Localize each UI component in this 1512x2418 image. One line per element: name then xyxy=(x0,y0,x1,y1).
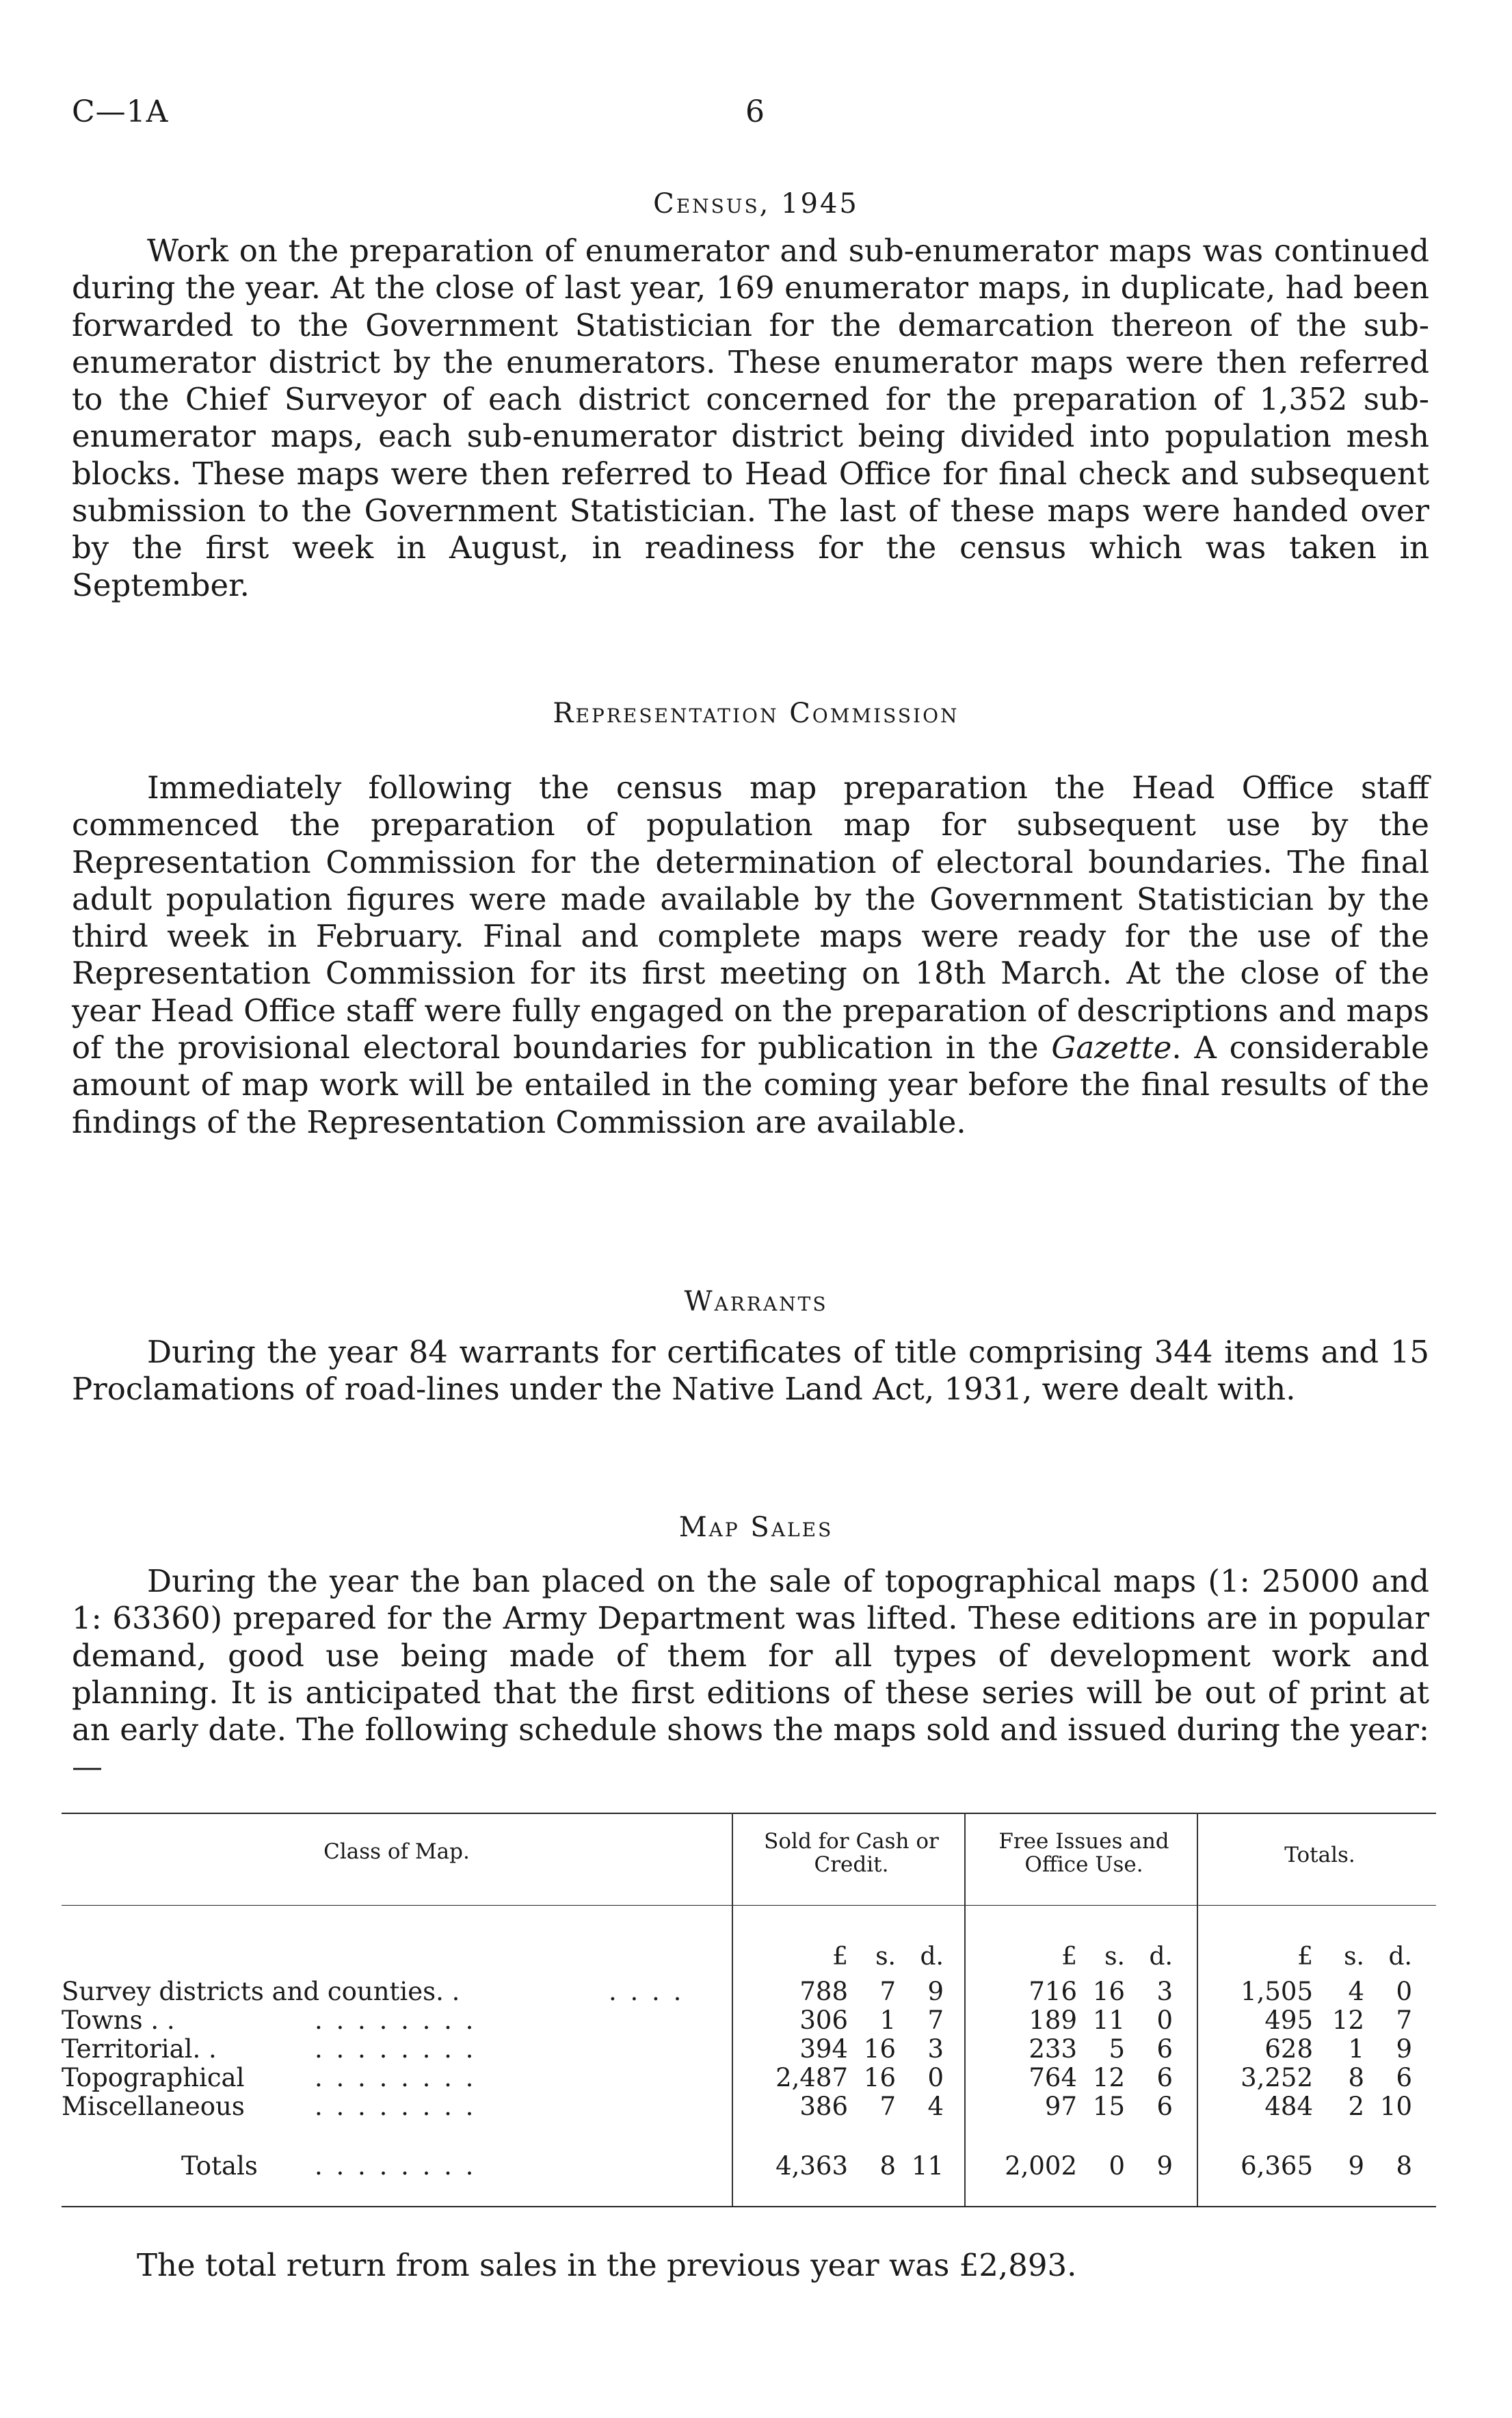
header-free: Free Issues and Office Use. xyxy=(998,1829,1169,1877)
cell-miscellaneous-sold-pounds: 386 xyxy=(799,2092,848,2121)
row-label-territorial: Territorial. . xyxy=(62,2034,217,2064)
unit-shillings-sold: s. xyxy=(875,1943,896,1971)
cell-miscellaneous-free-shillings: 15 xyxy=(1092,2092,1125,2121)
warrants-paragraph: During the year 84 warrants for certificates of title comprising 344 items and 15 Proclamations of road-lines under the Native Land Act, 1931, were dealt with. xyxy=(72,1334,1429,1408)
page-number: 6 xyxy=(745,94,765,129)
cell-territorial-total-pounds: 628 xyxy=(1264,2034,1313,2064)
table-bottom-rule xyxy=(62,2206,1436,2207)
cell-miscellaneous-total-pounds: 484 xyxy=(1264,2092,1313,2121)
header-class-of-map: Class of Map. xyxy=(323,1839,470,1864)
row-dots-survey: . . . . xyxy=(609,1977,685,2006)
unit-pounds-free: £ xyxy=(1061,1943,1077,1971)
cell-survey-free-pounds: 716 xyxy=(1029,1977,1077,2006)
gazette-italic: Gazette xyxy=(1051,1029,1172,1066)
col-divider-2 xyxy=(964,1813,966,2206)
cell-territorial-sold-shillings: 16 xyxy=(863,2034,896,2064)
cell-towns-total-pounds: 495 xyxy=(1264,2006,1313,2035)
cell-miscellaneous-free-pence: 6 xyxy=(1156,2092,1173,2121)
map-sales-heading: Map Sales xyxy=(678,1512,834,1543)
cell-topographical-sold-pence: 0 xyxy=(927,2063,944,2092)
cell-totals-free-shillings: 0 xyxy=(1109,2151,1125,2181)
cell-territorial-free-shillings: 5 xyxy=(1109,2034,1125,2064)
unit-pence-free: d. xyxy=(1149,1943,1173,1971)
census-paragraph: Work on the preparation of enumerator and sub-enumerator maps was continued during the year. At the close of last year, 169 enumerator maps, in duplicate, had been forwarded to the Government Statistician for the demarcation thereon of the sub-enumerator district by the enumerators. These enumerator maps were then referred to the Chief Surveyor of each district concerned for the preparation of 1,352 sub-enumerator maps, each sub-enumerator district being divided into population mesh blocks. These maps were then referred to Head Office for final check and subsequent submission to the Government Statistician. The last of these maps were handed over by the first week in August, in readiness for the census which was taken in September. xyxy=(72,233,1429,603)
cell-towns-total-pence: 7 xyxy=(1396,2006,1412,2035)
cell-towns-sold-shillings: 1 xyxy=(879,2006,896,2035)
unit-pounds-total: £ xyxy=(1297,1943,1313,1971)
cell-towns-free-pence: 0 xyxy=(1156,2006,1173,2035)
cell-territorial-sold-pounds: 394 xyxy=(799,2034,848,2064)
cell-survey-free-shillings: 16 xyxy=(1092,1977,1125,2006)
cell-survey-total-pounds: 1,505 xyxy=(1241,1977,1313,2006)
cell-miscellaneous-free-pounds: 97 xyxy=(1044,2092,1077,2121)
cell-topographical-free-pounds: 764 xyxy=(1029,2063,1077,2092)
cell-territorial-sold-pence: 3 xyxy=(927,2034,944,2064)
cell-miscellaneous-sold-shillings: 7 xyxy=(879,2092,896,2121)
warrants-heading: Warrants xyxy=(684,1286,828,1317)
row-dots-topographical: . . . . . . . . xyxy=(315,2063,477,2092)
row-dots-totals: . . . . . . . . xyxy=(315,2151,477,2181)
representation-heading: Representation Commission xyxy=(553,698,959,729)
unit-shillings-free: s. xyxy=(1104,1943,1125,1971)
cell-miscellaneous-total-pence: 10 xyxy=(1379,2092,1412,2121)
cell-miscellaneous-sold-pence: 4 xyxy=(927,2092,944,2121)
unit-shillings-total: s. xyxy=(1344,1943,1364,1971)
row-label-miscellaneous: Miscellaneous xyxy=(62,2092,245,2121)
cell-territorial-free-pounds: 233 xyxy=(1029,2034,1077,2064)
document-reference: C—1A xyxy=(72,94,169,129)
cell-miscellaneous-total-shillings: 2 xyxy=(1348,2092,1364,2121)
cell-towns-sold-pounds: 306 xyxy=(799,2006,848,2035)
cell-topographical-free-shillings: 12 xyxy=(1092,2063,1125,2092)
header-sold: Sold for Cash or Credit. xyxy=(764,1829,939,1877)
census-heading: Census, 1945 xyxy=(653,188,859,220)
cell-towns-sold-pence: 7 xyxy=(927,2006,944,2035)
table-top-rule xyxy=(62,1813,1436,1814)
cell-totals-free-pounds: 2,002 xyxy=(1005,2151,1077,2181)
row-dots-miscellaneous: . . . . . . . . xyxy=(315,2092,477,2121)
unit-pence-total: d. xyxy=(1388,1943,1412,1971)
cell-territorial-total-shillings: 1 xyxy=(1348,2034,1364,2064)
cell-totals-total-pence: 8 xyxy=(1396,2151,1412,2181)
cell-totals-sold-shillings: 8 xyxy=(879,2151,896,2181)
unit-pence-sold: d. xyxy=(920,1943,944,1971)
row-label-survey: Survey districts and counties. . xyxy=(62,1977,460,2006)
unit-pounds-sold: £ xyxy=(832,1943,848,1971)
representation-paragraph xyxy=(72,770,1429,1141)
cell-totals-sold-pounds: 4,363 xyxy=(775,2151,848,2181)
cell-survey-free-pence: 3 xyxy=(1156,1977,1173,2006)
cell-survey-total-shillings: 4 xyxy=(1348,1977,1364,2006)
cell-totals-sold-pence: 11 xyxy=(911,2151,944,2181)
cell-survey-sold-shillings: 7 xyxy=(879,1977,896,2006)
cell-topographical-sold-pounds: 2,487 xyxy=(775,2063,848,2092)
previous-year-return: The total return from sales in the previous year was £2,893. xyxy=(137,2247,1077,2283)
col-divider-3 xyxy=(1197,1813,1198,2206)
cell-territorial-free-pence: 6 xyxy=(1156,2034,1173,2064)
table-header-rule xyxy=(62,1905,1436,1906)
cell-towns-total-shillings: 12 xyxy=(1331,2006,1364,2035)
row-label-totals: Totals xyxy=(181,2151,258,2181)
representation-text-after: . A considerable amount of map work will be entailed in the coming year before the final results of the findings of the Representation Commission are available. xyxy=(72,1029,1430,1140)
cell-topographical-total-pounds: 3,252 xyxy=(1241,2063,1313,2092)
cell-survey-sold-pence: 9 xyxy=(927,1977,944,2006)
cell-survey-total-pence: 0 xyxy=(1396,1977,1412,2006)
cell-territorial-total-pence: 9 xyxy=(1396,2034,1412,2064)
cell-towns-free-shillings: 11 xyxy=(1092,2006,1125,2035)
row-label-towns: Towns . . xyxy=(62,2006,175,2035)
cell-totals-total-pounds: 6,365 xyxy=(1241,2151,1313,2181)
representation-text-before: Immediately following the census map preparation the Head Office staff commenced the preparation of population map for subsequent use by the Representation Commission for the determination of electoral boundaries. The final adult population figures were made available by the Government Statistician by the third week in February. Final and complete maps were ready for the use of the Representation Commission for its first meeting on 18th March. At the close of the year Head Office staff were fully engaged on the preparation of descriptions and maps of the provisional electoral boundaries for publication in the xyxy=(72,770,1429,1066)
cell-survey-sold-pounds: 788 xyxy=(799,1977,848,2006)
row-dots-territorial: . . . . . . . . xyxy=(315,2034,477,2064)
row-dots-towns: . . . . . . . . xyxy=(315,2006,477,2035)
cell-topographical-sold-shillings: 16 xyxy=(863,2063,896,2092)
cell-totals-total-shillings: 9 xyxy=(1348,2151,1364,2181)
map-sales-paragraph: During the year the ban placed on the sale of topographical maps (1: 25000 and 1: 63360) prepared for the Army Department was lifted. These editions are in popular demand, good use being made of them for all types of development work and planning. It is anticipated that the first editions of these series will be out of print at an early date. The following schedule shows the maps sold and issued during the year:— xyxy=(72,1563,1429,1785)
cell-topographical-total-pence: 6 xyxy=(1396,2063,1412,2092)
cell-totals-free-pence: 9 xyxy=(1156,2151,1173,2181)
col-divider-1 xyxy=(732,1813,733,2206)
header-totals: Totals. xyxy=(1284,1843,1355,1867)
cell-towns-free-pounds: 189 xyxy=(1029,2006,1077,2035)
row-label-topographical: Topographical xyxy=(62,2063,245,2092)
cell-topographical-free-pence: 6 xyxy=(1156,2063,1173,2092)
cell-topographical-total-shillings: 8 xyxy=(1348,2063,1364,2092)
